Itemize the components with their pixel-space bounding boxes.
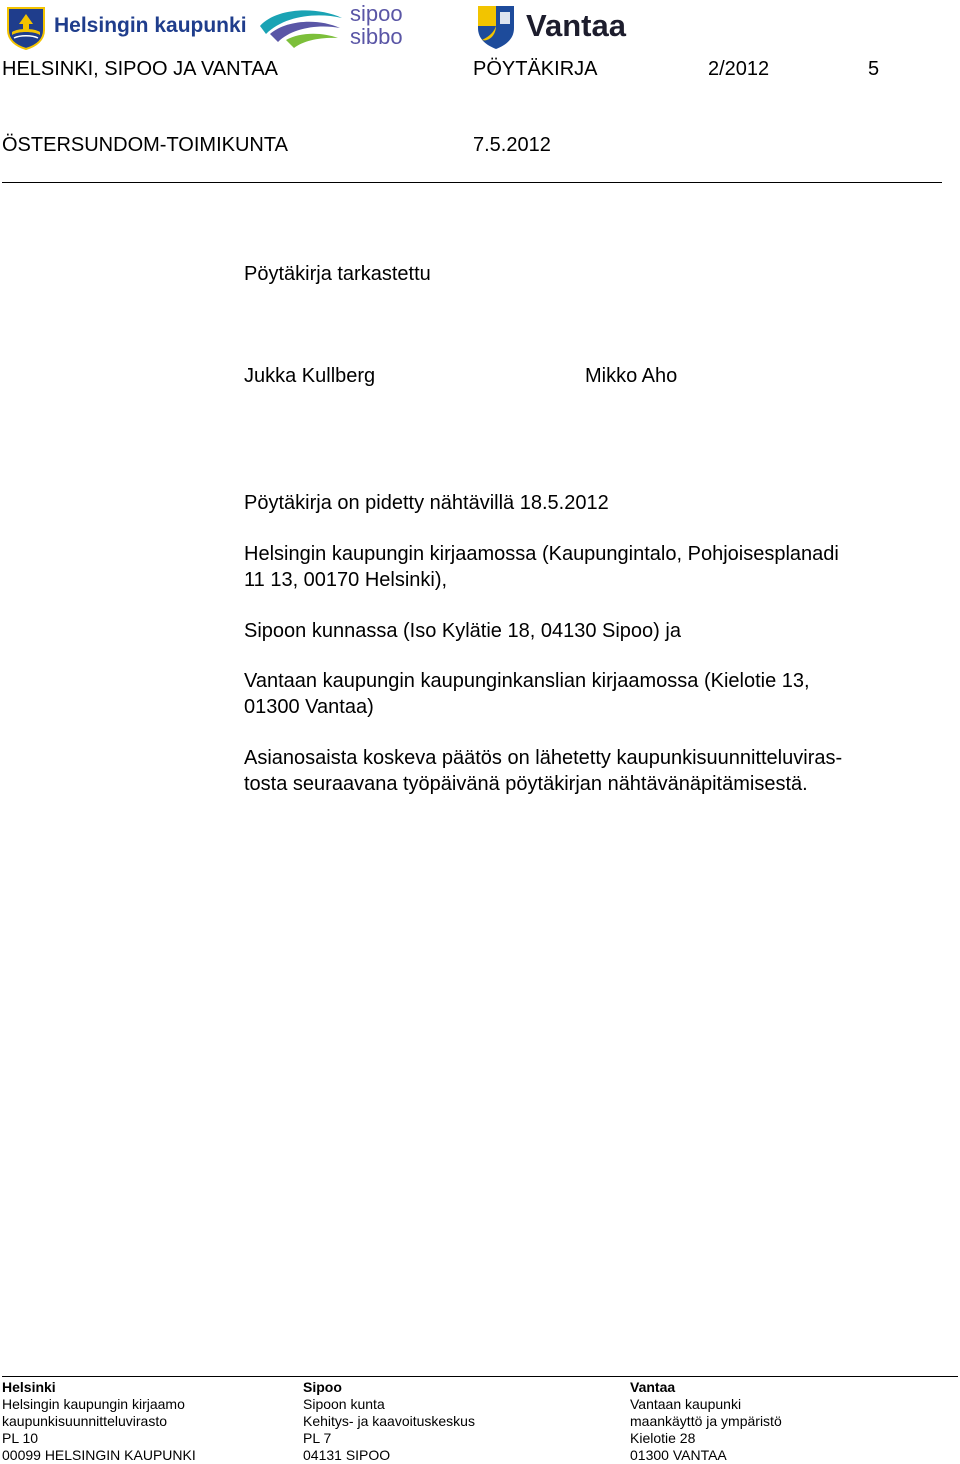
vantaa-location-line-2: 01300 Vantaa) [244,696,374,718]
header-doc-type: PÖYTÄKIRJA [473,58,598,80]
footer-vantaa-line-3: Kielotie 28 [630,1430,696,1446]
vantaa-location-line-1: Vantaan kaupungin kaupunginkanslian kirjaamossa (Kielotie 13, [244,670,810,692]
helsinki-location-line-1: Helsingin kaupungin kirjaamossa (Kaupungintalo, Pohjoisesplanadi [244,543,839,565]
footer-sipoo-line-3: PL 7 [303,1430,332,1446]
helsinki-location [244,541,944,593]
header-doc-number: 2/2012 [708,58,770,80]
decision-notice-line-1: Asianosaista koskeva päätös on lähetetty kaupunkisuunnitteluviras- [244,747,843,769]
sipoo-location: Sipoon kunnassa (Iso Kylätie 18, 04130 Sipoo) ja [244,620,681,642]
checked-label: Pöytäkirja tarkastettu [244,263,431,285]
sipoo-swoosh-icon [256,4,346,50]
footer-sipoo-name: Sipoo [303,1379,342,1395]
footer-divider [2,1376,958,1377]
footer-vantaa-line-1: Vantaan kaupunki [630,1396,742,1412]
footer-vantaa [630,1379,782,1464]
helsinki-location-line-2: 11 13, 00170 Helsinki), [244,569,448,591]
header-meeting-date: 7.5.2012 [473,134,551,156]
footer-vantaa-name: Vantaa [630,1379,676,1395]
sipoo-logo [256,1,416,50]
footer-helsinki-line-4: 00099 HELSINGIN KAUPUNKI [2,1447,196,1463]
footer-helsinki-name: Helsinki [2,1379,56,1395]
vantaa-crest-icon [476,4,516,50]
sipoo-logo-text-fi: sipoo [350,1,403,26]
header-municipalities: HELSINKI, SIPOO JA VANTAA [2,58,279,80]
helsinki-logo-text: Helsingin kaupunki [54,14,247,37]
vantaa-logo-text: Vantaa [526,8,626,43]
signer-1: Jukka Kullberg [244,365,376,387]
vantaa-location [244,668,944,720]
footer-sipoo-line-2: Kehitys- ja kaavoituskeskus [303,1413,475,1429]
header-page-number: 5 [868,58,880,80]
header-committee: ÖSTERSUNDOM-TOIMIKUNTA [2,134,288,156]
footer-sipoo [303,1379,475,1464]
footer-helsinki-line-3: PL 10 [2,1430,39,1446]
footer-helsinki-line-2: kaupunkisuunnitteluvirasto [2,1413,167,1429]
header-divider [2,182,942,183]
footer-vantaa-line-4: 01300 VANTAA [630,1447,727,1463]
decision-notice-line-2: tosta seuraavana työpäivänä pöytäkirjan nähtävänäpitämisestä. [244,773,808,795]
public-notice: Pöytäkirja on pidetty nähtävillä 18.5.2012 [244,492,609,514]
sipoo-logo-text-sv: sibbo [350,24,403,49]
helsinki-crest-icon [4,4,48,50]
footer-helsinki [2,1379,196,1464]
helsinki-logo [4,4,247,50]
signer-2: Mikko Aho [585,365,678,387]
footer-vantaa-line-2: maankäyttö ja ympäristö [630,1413,782,1429]
footer-sipoo-line-4: 04131 SIPOO [303,1447,391,1463]
footer-helsinki-line-1: Helsingin kaupungin kirjaamo [2,1396,185,1412]
decision-notice [244,745,944,797]
vantaa-logo [476,4,636,50]
footer-sipoo-line-1: Sipoon kunta [303,1396,385,1412]
